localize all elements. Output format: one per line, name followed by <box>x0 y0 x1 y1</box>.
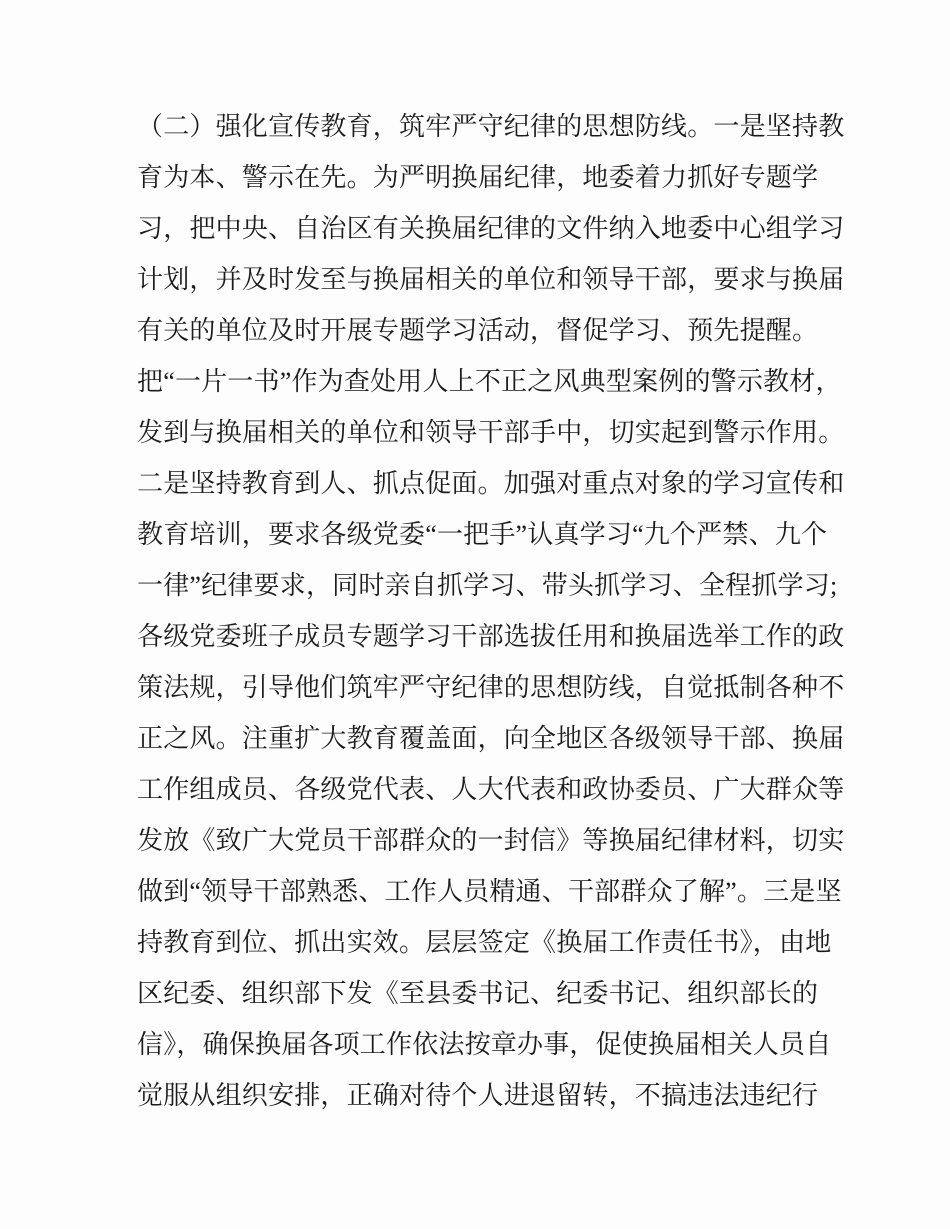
text-line: 有关的单位及时开展专题学习活动，督促学习、预先提醒。 <box>137 316 819 345</box>
text-line: 二是坚持教育到人、抓点促面。加强对重点对象的学习宣传和 <box>137 469 845 498</box>
body-paragraph <box>137 101 853 1121</box>
text-line: 信》，确保换届各项工作依法按章办事，促使换届相关人员自 <box>137 1030 832 1059</box>
text-line: 一律”纪律要求，同时亲自抓学习、带头抓学习、全程抓学习; <box>137 571 838 600</box>
text-line: 教育培训，要求各级党委“一把手”认真学习“九个严禁、九个 <box>137 520 828 549</box>
text-line: 持教育到位、抓出实效。层层签定《换届工作责任书》，由地 <box>137 928 832 957</box>
text-line: 计划，并及时发至与换届相关的单位和领导干部，要求与换届 <box>137 265 845 294</box>
text-line: 区纪委、组织部下发《至县委书记、纪委书记、组织部长的 <box>137 979 819 1008</box>
text-line: 觉服从组织安排，正确对待个人进退留转，不搞违法违纪行 <box>137 1081 819 1110</box>
text-line: 工作组成员、各级党代表、人大代表和政协委员、广大群众等 <box>137 775 845 804</box>
text-line: 育为本、警示在先。为严明换届纪律，地委着力抓好专题学 <box>137 163 819 192</box>
text-line: 各级党委班子成员专题学习干部选拔任用和换届选举工作的政 <box>137 622 845 651</box>
text-line: 习，把中央、自治区有关换届纪律的文件纳入地委中心组学习 <box>137 214 845 243</box>
text-line: 发到与换届相关的单位和领导干部手中，切实起到警示作用。 <box>137 418 845 447</box>
text-line: 把“一片一书”作为查处用人上不正之风典型案例的警示教材， <box>137 367 842 396</box>
text-line: 策法规，引导他们筑牢严守纪律的思想防线，自觉抵制各种不 <box>137 673 845 702</box>
text-line: 做到“领导干部熟悉、工作人员精通、干部群众了解”。三是坚 <box>137 877 842 906</box>
text-line: 正之风。注重扩大教育覆盖面，向全地区各级领导干部、换届 <box>137 724 845 753</box>
text-line: 发放《致广大党员干部群众的一封信》等换届纪律材料，切实 <box>137 826 845 855</box>
text-line: （二）强化宣传教育，筑牢严守纪律的思想防线。一是坚持教 <box>137 112 845 141</box>
